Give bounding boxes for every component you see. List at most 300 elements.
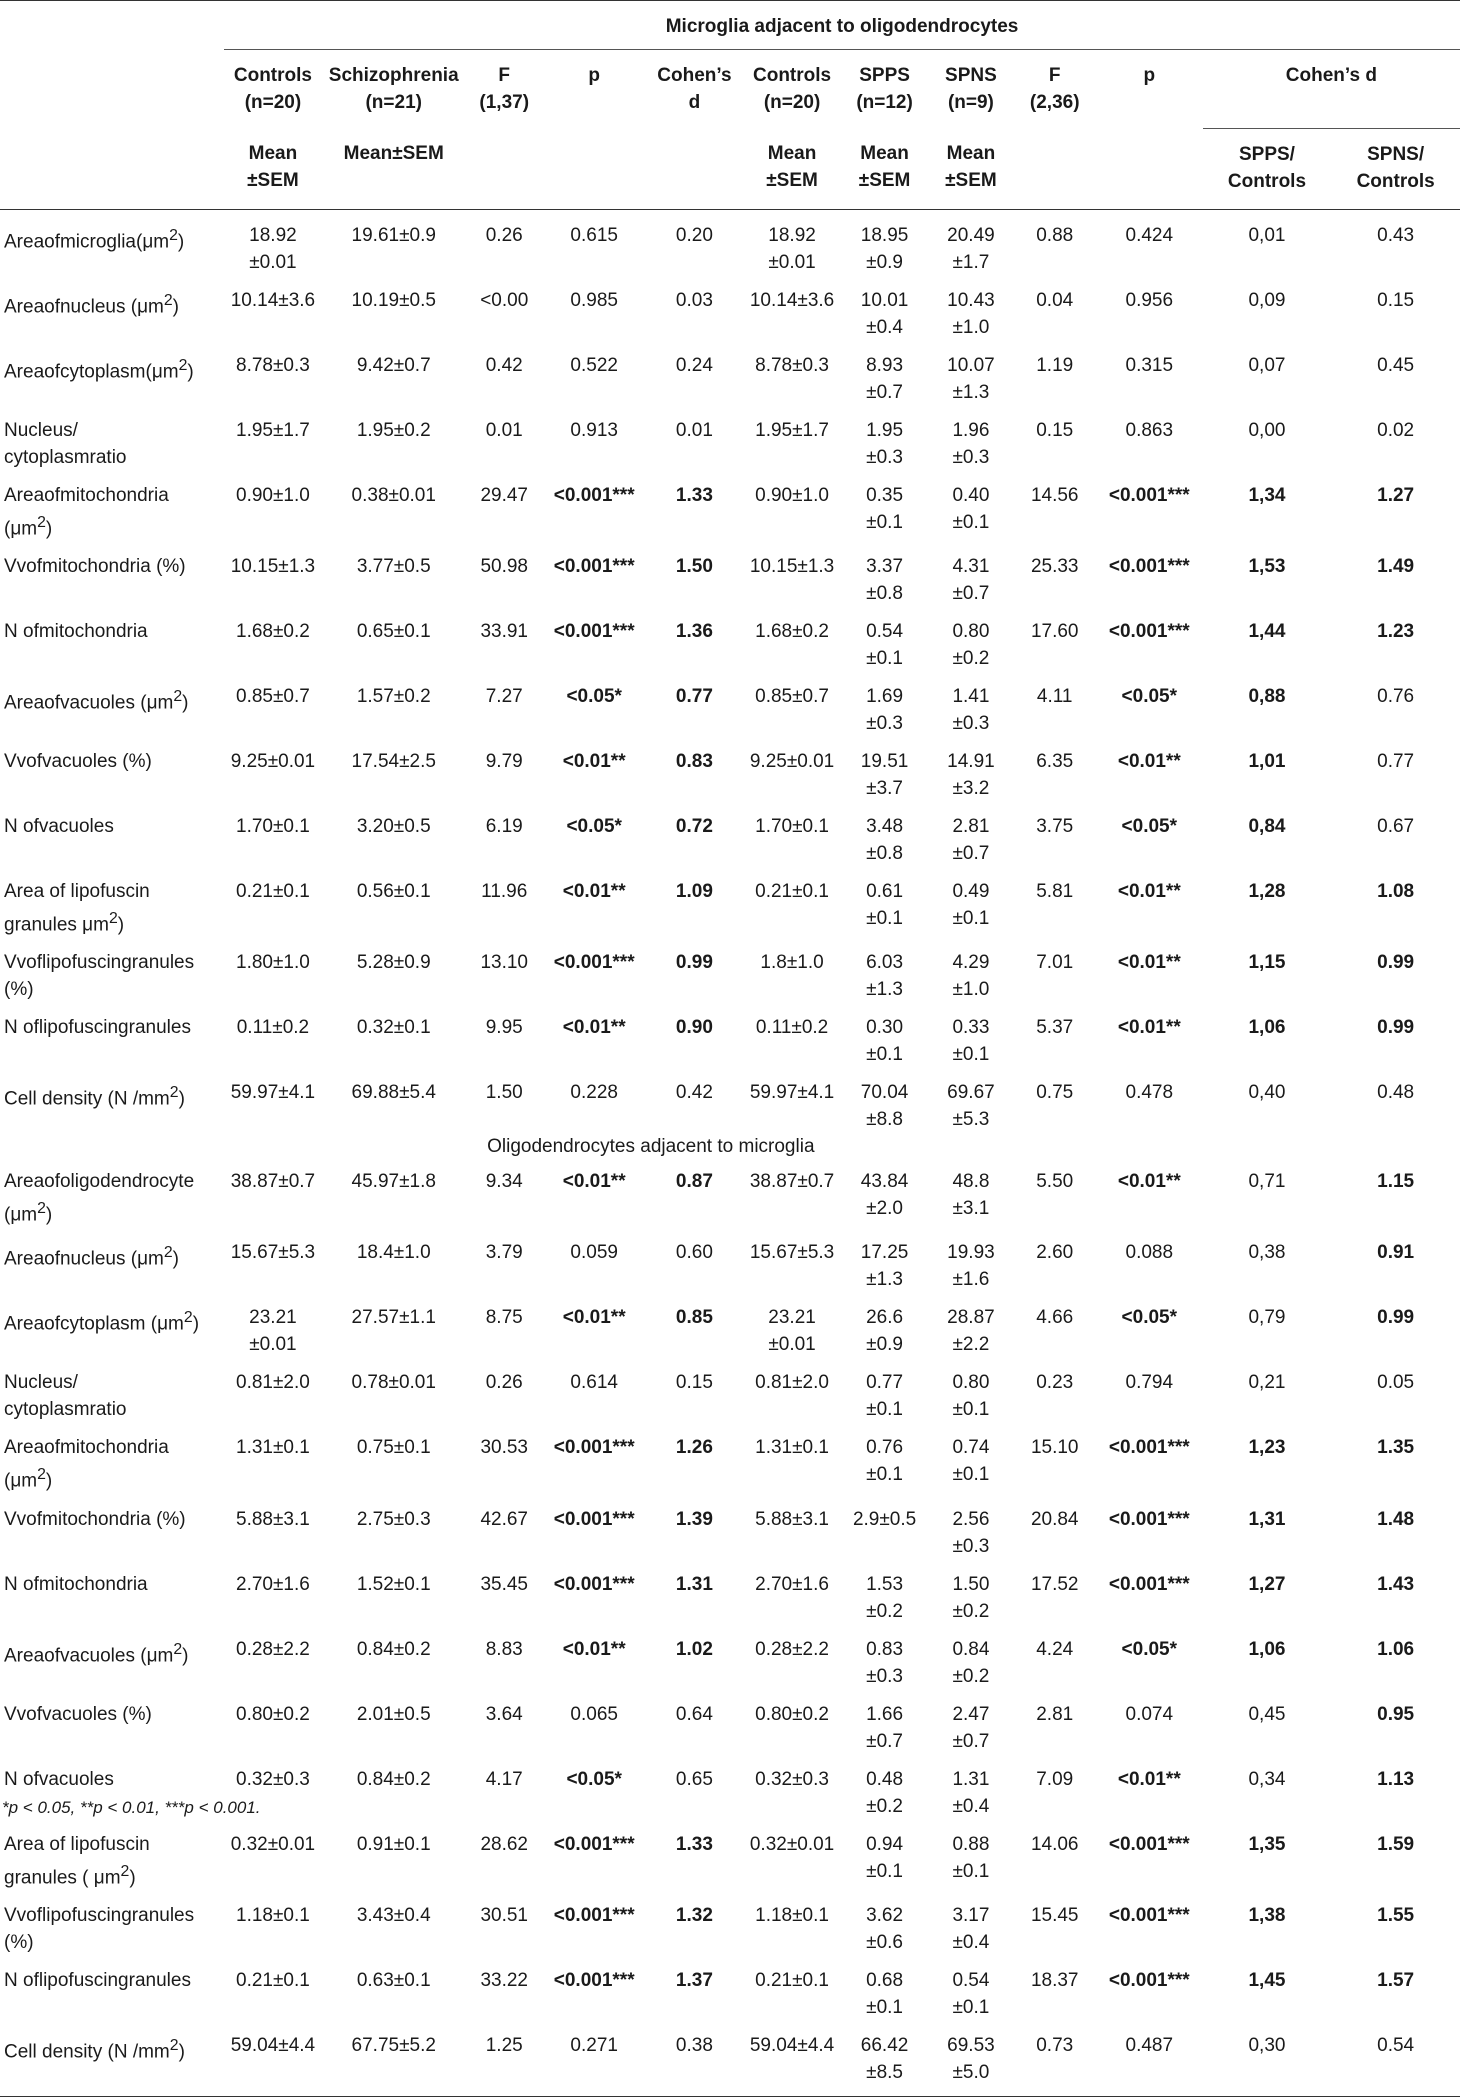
cell-p: <0.001***: [553, 1833, 635, 1855]
cell-f: 8.83: [485, 1638, 523, 1660]
col-controls-2: Controls (n=20): [753, 65, 832, 113]
cell-controls-2: 1.70±0.1: [755, 815, 829, 837]
cell-controls: 0.81±2.0: [236, 1372, 310, 1394]
cell-controls: 0.85±0.7: [236, 685, 310, 707]
cell-cohens-d: 0.42: [675, 1082, 713, 1104]
cell-d-spps-controls: 1,35: [1248, 1833, 1286, 1855]
cell-controls: 1.95±1.7: [236, 419, 310, 441]
cell-spns: 0.80 ±0.2: [952, 620, 990, 669]
cell-spps: 1.53 ±0.2: [866, 1573, 904, 1622]
cell-p-2: <0.001***: [1108, 1833, 1190, 1855]
cell-schizophrenia: 0.56±0.1: [356, 880, 431, 902]
cell-d-spns-controls: 1.08: [1377, 880, 1415, 902]
cell-f: 1.25: [466, 2021, 543, 2097]
cell-p-2: <0.05*: [1121, 1638, 1178, 1660]
cell-f: 30.53: [480, 1437, 528, 1459]
cell-controls-2: 9.25±0.01: [749, 750, 835, 772]
cell-p: <0.001***: [553, 1905, 635, 1927]
cell-controls: 1.70±0.1: [236, 815, 310, 837]
cell-schizophrenia: 2.01±0.5: [356, 1703, 431, 1725]
cell-controls: 1.68±0.2: [236, 620, 310, 642]
cell-d-spns-controls: 0.54: [1331, 2021, 1460, 2097]
table-row: [0, 1820, 1460, 1891]
row-label: Vvofmitochondria (%): [4, 1508, 186, 1530]
table-row: [0, 1495, 1460, 1560]
cell-schizophrenia: 0.32±0.1: [356, 1017, 431, 1039]
table-row: [0, 672, 1460, 737]
cell-cohens-d: 1.31: [675, 1573, 713, 1595]
cell-cohens-d: 0.03: [675, 289, 713, 311]
cell-d-spps-controls: 0,71: [1248, 1171, 1286, 1193]
cell-spps: 0.68 ±0.1: [866, 1970, 904, 2019]
cell-cohens-d: 1.37: [675, 1970, 713, 1992]
cell-controls-2: 0.21±0.1: [755, 880, 829, 902]
row-label: Area of lipofuscin granules ( $\mu m^2$): [4, 1833, 150, 1889]
cell-d-spns-controls: 0.43: [1377, 224, 1415, 246]
cell-cohens-d: 0.24: [675, 354, 713, 376]
cell-spps: 3.48 ±0.8: [866, 815, 904, 864]
cell-spps: 18.95 ±0.9: [860, 224, 909, 273]
cell-controls-2: 0.28±2.2: [755, 1638, 829, 1660]
cell-p-2: <0.01**: [1117, 750, 1181, 772]
cell-controls: 0.80±0.2: [236, 1703, 310, 1725]
sub-mean-sem: Mean ±SEM: [743, 128, 841, 209]
cell-p-2: <0.05*: [1121, 685, 1178, 707]
cell-spps: 43.84 ±2.0: [860, 1171, 909, 1220]
col-schizophrenia: Schizophrenia (n=21): [328, 65, 459, 113]
cell-d-spps-controls: 1,27: [1248, 1573, 1286, 1595]
cell-controls: 0.32±0.01: [230, 1833, 316, 1855]
row-label: Areaofcytoplasm $(\mu m^2)$: [4, 1309, 200, 1335]
cell-spns: 1.41 ±0.3: [952, 685, 990, 734]
cell-spps: 1.95 ±0.3: [866, 419, 904, 468]
row-label: $Areaofcytoplasm(\mu m^2)$: [4, 356, 194, 382]
sub-mean-sem: Mean ±SEM: [841, 128, 928, 209]
cell-schizophrenia: 0.65±0.1: [356, 620, 431, 642]
cell-spns: 1.50 ±0.2: [952, 1573, 990, 1622]
cell-spns: 0.49 ±0.1: [952, 880, 990, 929]
cell-f-2: 6.35: [1036, 750, 1074, 772]
cell-p: <0.001***: [553, 555, 635, 577]
cell-schizophrenia: 18.4±1.0: [356, 1242, 431, 1264]
cell-p-2: 0.478: [1125, 1082, 1174, 1104]
cell-controls-2: 0.90±1.0: [755, 484, 829, 506]
cell-f-2: 4.11: [1036, 685, 1073, 707]
cell-cohens-d: 0.64: [675, 1703, 713, 1725]
cell-spps: 0.35 ±0.1: [866, 484, 904, 533]
cell-controls: 10.15±1.3: [230, 555, 316, 577]
cell-f-2: 0.88: [1036, 224, 1074, 246]
cell-d-spps-controls: 1,15: [1248, 952, 1286, 974]
cell-spps: 0.83 ±0.3: [866, 1638, 904, 1687]
cell-cohens-d: 1.32: [675, 1905, 713, 1927]
cell-p: 0.065: [570, 1703, 618, 1725]
table-row: [0, 1690, 1460, 1755]
cell-f-2: 0.75: [1036, 1082, 1074, 1104]
cell-schizophrenia: 1.95±0.2: [356, 419, 431, 441]
cell-controls: 59.04±4.4: [224, 2021, 322, 2097]
cell-cohens-d: 0.38: [646, 2021, 744, 2097]
cell-d-spns-controls: 1.23: [1377, 620, 1415, 642]
table-row: [0, 341, 1460, 406]
cell-controls-2: 0.80±0.2: [755, 1703, 829, 1725]
cell-cohens-d: 0.85: [675, 1307, 713, 1329]
cell-spns: 2.47 ±0.7: [952, 1703, 990, 1752]
cell-p: <0.05*: [566, 1768, 622, 1790]
cell-controls-2: 0.32±0.01: [749, 1833, 835, 1855]
cell-controls: 8.78±0.3: [236, 354, 310, 376]
table-row: [0, 1157, 1460, 1228]
cell-f-2: 25.33: [1030, 555, 1079, 577]
cell-p: <0.01**: [562, 880, 626, 902]
table-row: [0, 867, 1460, 938]
cell-controls-2: 0.85±0.7: [755, 685, 829, 707]
cell-p: 0.059: [570, 1242, 618, 1264]
cell-p-2: 0.315: [1125, 354, 1174, 376]
cell-f: 0.42: [485, 354, 523, 376]
cell-p-2: 0.794: [1125, 1372, 1174, 1394]
table-row: [0, 1358, 1460, 1423]
cell-d-spns-controls: 0.15: [1377, 289, 1415, 311]
cell-d-spns-controls: 1.59: [1377, 1833, 1415, 1855]
cell-controls: 2.70±1.6: [236, 1573, 310, 1595]
cell-p: 0.522: [570, 354, 618, 376]
cell-d-spps-controls: 0,40: [1248, 1082, 1286, 1104]
cell-d-spns-controls: 0.05: [1377, 1372, 1415, 1394]
cell-controls-2: 10.15±1.3: [749, 555, 835, 577]
cell-p-2: <0.01**: [1117, 1768, 1181, 1790]
row-label: Vvofmitochondria (%): [4, 555, 186, 577]
cell-d-spns-controls: 0.99: [1377, 1307, 1415, 1329]
row-label: Areaofmitochondria $(\mu m^2)$: [4, 1437, 169, 1492]
cell-spps: 8.93 ±0.7: [866, 354, 904, 403]
cell-f: 50.98: [480, 555, 528, 577]
cell-p: <0.001***: [553, 1508, 635, 1530]
cell-d-spps-controls: 1,45: [1248, 1970, 1286, 1992]
cell-f-2: 14.56: [1030, 484, 1079, 506]
cell-d-spns-controls: 1.15: [1377, 1171, 1415, 1193]
cell-d-spns-controls: 1.49: [1377, 555, 1415, 577]
cell-spns: 4.31 ±0.7: [952, 555, 990, 604]
cell-controls-2: 2.70±1.6: [755, 1573, 829, 1595]
cell-p: 0.985: [570, 289, 618, 311]
table-row: [0, 2021, 1460, 2097]
cell-d-spps-controls: 1,34: [1248, 484, 1286, 506]
cell-d-spps-controls: 0,34: [1248, 1768, 1286, 1790]
row-label: Areaofnucleus $(\mu m^2)$: [4, 1244, 179, 1270]
row-label: Areaofmitochondria $(\mu m^2)$: [4, 484, 169, 539]
sub-mean-sem: Mean±SEM: [322, 128, 466, 209]
cell-f: 3.79: [485, 1242, 523, 1264]
cell-d-spps-controls: 1,31: [1248, 1508, 1286, 1530]
cell-controls: 1.18±0.1: [236, 1905, 310, 1927]
cell-controls-2: 10.14±3.6: [749, 289, 835, 311]
cell-spps: 0.30 ±0.1: [866, 1017, 904, 1066]
cell-cohens-d: 0.15: [675, 1372, 713, 1394]
cell-p-2: <0.001***: [1108, 1905, 1190, 1927]
cell-d-spps-controls: 0,38: [1248, 1242, 1286, 1264]
cell-f: 9.79: [485, 750, 523, 772]
cell-spns: 20.49 ±1.7: [947, 224, 995, 273]
row-label: Areaofnucleus $(\mu m^2)$: [4, 291, 179, 317]
row-label: Nucleus/ cytoplasmratio: [4, 1372, 127, 1421]
cell-spps: 17.25 ±1.3: [860, 1242, 909, 1291]
cell-d-spps-controls: 0,09: [1248, 289, 1286, 311]
cell-spns: 2.81 ±0.7: [952, 815, 990, 864]
cell-controls: 38.87±0.7: [230, 1171, 316, 1193]
cell-f-2: 5.50: [1036, 1171, 1074, 1193]
cell-f: 0.26: [485, 1372, 523, 1394]
cell-spps: 10.01 ±0.4: [860, 289, 909, 338]
cell-d-spns-controls: 1.48: [1377, 1508, 1415, 1530]
cell-cohens-d: 0.60: [675, 1242, 713, 1264]
cell-spps: 70.04 ±8.8: [860, 1082, 909, 1131]
table-row: [0, 1068, 1460, 1133]
cell-d-spps-controls: 1,38: [1248, 1905, 1286, 1927]
cell-controls-2: 1.68±0.2: [755, 620, 829, 642]
cell-schizophrenia: 3.77±0.5: [356, 555, 431, 577]
cell-f: 0.26: [485, 224, 523, 246]
cell-controls: 23.21 ±0.01: [249, 1307, 297, 1356]
cell-spps: 0.48 ±0.2: [866, 1768, 904, 1817]
row-label: N oflipofuscingranules: [4, 1970, 191, 1992]
cell-spns: 3.17 ±0.4: [952, 1905, 990, 1954]
cell-f-2: 17.52: [1030, 1573, 1079, 1595]
row-label: N ofvacuoles: [4, 815, 114, 837]
col-controls: Controls (n=20): [233, 65, 312, 113]
sub-spns-controls: SPNS/ Controls: [1331, 128, 1460, 209]
cell-schizophrenia: 2.75±0.3: [356, 1508, 431, 1530]
cell-d-spns-controls: 1.57: [1377, 1970, 1415, 1992]
cell-p-2: <0.01**: [1117, 1171, 1181, 1193]
cell-f-2: 5.37: [1036, 1017, 1074, 1039]
cell-spps: 0.77 ±0.1: [866, 1372, 904, 1421]
cell-spps: 1.69 ±0.3: [866, 685, 904, 734]
cell-f-2: 18.37: [1030, 1970, 1079, 1992]
cell-controls-2: 8.78±0.3: [755, 354, 829, 376]
row-label: Areaofvacuoles $(\mu m^2)$: [4, 687, 189, 714]
cell-controls: 1.80±1.0: [236, 952, 310, 974]
cell-p-2: <0.05*: [1121, 815, 1178, 837]
cell-spps: 1.66 ±0.7: [866, 1703, 904, 1752]
cell-p: <0.01**: [562, 1171, 626, 1193]
cell-d-spns-controls: 0.76: [1377, 685, 1415, 707]
sub-mean-sem: Mean ±SEM: [928, 128, 1013, 209]
cell-spps: 6.03 ±1.3: [866, 952, 904, 1001]
cell-controls: 1.31±0.1: [236, 1437, 310, 1459]
cell-schizophrenia: 0.38±0.01: [351, 484, 436, 506]
row-label: Vvoflipofuscingranules (%): [4, 952, 195, 1001]
table-row: [0, 276, 1460, 341]
table-row: [0, 1228, 1460, 1293]
cell-p-2: <0.001***: [1108, 1970, 1190, 1992]
cell-p: <0.001***: [553, 1437, 635, 1459]
cell-f: 1.50: [485, 1082, 523, 1104]
cell-p-2: <0.001***: [1108, 620, 1190, 642]
col-spps: SPPS (n=12): [856, 65, 913, 113]
cell-f: 4.17: [485, 1768, 523, 1790]
cell-schizophrenia: 5.28±0.9: [356, 952, 431, 974]
cell-p-2: 0.863: [1125, 419, 1174, 441]
cell-controls: 18.92 ±0.01: [249, 224, 297, 273]
cell-schizophrenia: 0.78±0.01: [351, 1372, 436, 1394]
cell-d-spps-controls: 1,53: [1248, 555, 1286, 577]
cell-p: <0.001***: [553, 952, 635, 974]
table-row: [0, 406, 1460, 471]
cell-spns: 0.33 ±0.1: [952, 1017, 990, 1066]
cell-f: 8.75: [485, 1307, 523, 1329]
cell-schizophrenia: 10.19±0.5: [351, 289, 436, 311]
row-label: Nucleus/ cytoplasmratio: [4, 419, 127, 468]
cell-d-spns-controls: 1.55: [1377, 1905, 1415, 1927]
cell-d-spns-controls: 1.43: [1377, 1573, 1415, 1595]
cell-f: 13.10: [480, 952, 528, 974]
cell-spns: 19.93 ±1.6: [947, 1242, 995, 1291]
cell-controls: 9.25±0.01: [230, 750, 316, 772]
cell-controls: 0.21±0.1: [236, 880, 310, 902]
cell-spns: 0.74 ±0.1: [952, 1437, 990, 1486]
cell-spns: 0.40 ±0.1: [952, 484, 990, 533]
cell-controls-2: 15.67±5.3: [749, 1242, 835, 1264]
cell-schizophrenia: 69.88±5.4: [351, 1082, 436, 1104]
cell-spns: 1.31 ±0.4: [952, 1768, 990, 1817]
cell-d-spns-controls: 1.35: [1377, 1437, 1415, 1459]
cell-schizophrenia: 0.75±0.1: [356, 1437, 431, 1459]
cell-f: 11.96: [481, 880, 528, 902]
cell-cohens-d: 0.65: [675, 1768, 713, 1790]
cell-spns: 0.88 ±0.1: [952, 1833, 990, 1882]
cell-cohens-d: 1.26: [675, 1437, 713, 1459]
row-label: Vvofvacuoles (%): [4, 1703, 152, 1725]
cell-d-spps-controls: 0,45: [1248, 1703, 1286, 1725]
table-row: [0, 1423, 1460, 1494]
row-label: N ofmitochondria: [4, 620, 148, 642]
row-label: Cell density (N $/mm^2$): [0, 2021, 224, 2097]
cell-spns: 69.67 ±5.3: [947, 1082, 995, 1131]
cell-controls-2: 23.21 ±0.01: [768, 1307, 816, 1356]
cell-d-spns-controls: 0.91: [1377, 1242, 1415, 1264]
cell-d-spns-controls: 1.27: [1377, 484, 1415, 506]
cell-p: <0.01**: [562, 1017, 626, 1039]
row-label: $Areaofmicroglia(\mu m^2)$: [4, 226, 185, 252]
cell-f-2: 15.45: [1030, 1905, 1079, 1927]
cell-d-spps-controls: 0,07: [1248, 354, 1286, 376]
cell-p: <0.01**: [562, 1638, 626, 1660]
cell-p: 0.614: [570, 1372, 618, 1394]
cell-controls-2: 0.11±0.2: [755, 1017, 829, 1039]
cell-d-spns-controls: 0.67: [1377, 815, 1415, 837]
row-label: N ofvacuoles: [4, 1768, 114, 1790]
cell-controls: 59.97±4.1: [230, 1082, 316, 1104]
table-row: [0, 1891, 1460, 1956]
sub-spps-controls: SPPS/ Controls: [1203, 128, 1332, 209]
cell-spps: 3.37 ±0.8: [866, 555, 904, 604]
cell-cohens-d: 0.90: [675, 1017, 713, 1039]
row-label: Cell density (N $/mm^2$): [4, 1084, 185, 1110]
cell-p: <0.01**: [562, 1307, 626, 1329]
cell-schizophrenia: 19.61±0.9: [351, 224, 436, 246]
cell-f-2: 7.01: [1036, 952, 1074, 974]
sub-mean-sem: Mean ±SEM: [224, 128, 322, 209]
cell-schizophrenia: 27.57±1.1: [351, 1307, 436, 1329]
cell-controls: 0.28±2.2: [236, 1638, 310, 1660]
table-row: [0, 1956, 1460, 2021]
table-row: [0, 471, 1460, 542]
table-row: [0, 1560, 1460, 1625]
cell-controls-2: 18.92 ±0.01: [768, 224, 816, 273]
col-p-1: p: [588, 65, 600, 86]
cell-p-2: 0.956: [1125, 289, 1174, 311]
table-row: [0, 209, 1460, 276]
cell-schizophrenia: 9.42±0.7: [356, 354, 431, 376]
cell-d-spns-controls: 0.99: [1377, 952, 1415, 974]
cell-d-spns-controls: 0.48: [1377, 1082, 1415, 1104]
cell-d-spps-controls: 0,00: [1248, 419, 1286, 441]
group-title: Microglia adjacent to oligodendrocytes: [224, 1, 1460, 50]
cell-f-2: 0.23: [1036, 1372, 1074, 1394]
cell-controls: 0.11±0.2: [236, 1017, 310, 1039]
cell-spps: 0.76 ±0.1: [866, 1437, 904, 1486]
cell-f: 3.64: [485, 1703, 523, 1725]
cell-controls: 5.88±3.1: [236, 1508, 310, 1530]
cell-f-2: 15.10: [1030, 1437, 1079, 1459]
cell-controls-2: 1.31±0.1: [755, 1437, 829, 1459]
table-row: [0, 1625, 1460, 1690]
cell-p: <0.01**: [562, 750, 626, 772]
cell-spns: 4.29 ±1.0: [952, 952, 990, 1001]
cell-p-2: <0.05*: [1121, 1307, 1178, 1329]
table-row: [0, 737, 1460, 802]
cell-f: 33.91: [480, 620, 528, 642]
row-label: Area of lipofuscin granules $\mu m^2$): [4, 880, 150, 936]
cell-f: 33.22: [480, 1970, 528, 1992]
cell-schizophrenia: 0.84±0.2: [356, 1638, 431, 1660]
cell-p-2: <0.001***: [1108, 1437, 1190, 1459]
cell-d-spns-controls: 1.13: [1377, 1768, 1415, 1790]
cell-p-2: <0.01**: [1117, 880, 1181, 902]
cell-f: 30.51: [480, 1905, 528, 1927]
cell-cohens-d: 1.33: [675, 1833, 713, 1855]
cell-cohens-d: 0.72: [675, 815, 713, 837]
cell-cohens-d: 1.09: [675, 880, 713, 902]
table-header: [0, 1, 1460, 210]
cell-schizophrenia: 45.97±1.8: [351, 1171, 436, 1193]
cell-schizophrenia: 3.43±0.4: [356, 1905, 431, 1927]
cell-f-2: 0.73: [1014, 2021, 1096, 2097]
cell-spns: 0.84 ±0.2: [952, 1638, 990, 1687]
cell-p-2: <0.001***: [1108, 484, 1190, 506]
cell-spps: 66.42 ±8.5: [841, 2021, 928, 2097]
cell-d-spps-controls: 1,06: [1248, 1638, 1286, 1660]
cell-f: <0.00: [480, 289, 529, 311]
cell-cohens-d: 0.01: [675, 419, 713, 441]
cell-spps: 2.9±0.5: [852, 1508, 917, 1530]
cell-p-2: <0.001***: [1108, 1508, 1190, 1530]
cell-spns: 14.91 ±3.2: [947, 750, 995, 799]
cell-schizophrenia: 0.63±0.1: [356, 1970, 431, 1992]
cell-f: 7.27: [485, 685, 523, 707]
cell-p: 0.913: [570, 419, 618, 441]
cell-controls: 0.32±0.3: [236, 1768, 310, 1790]
cell-controls: 15.67±5.3: [230, 1242, 316, 1264]
row-label: Areaofvacuoles $(\mu m^2)$: [4, 1640, 189, 1667]
cell-f-2: 0.04: [1036, 289, 1074, 311]
cell-cohens-d: 0.83: [675, 750, 713, 772]
cell-f-2: 1.19: [1036, 354, 1074, 376]
cell-schizophrenia: 1.52±0.1: [356, 1573, 431, 1595]
section-row: [0, 1133, 1460, 1157]
cell-controls-2: 59.97±4.1: [749, 1082, 835, 1104]
